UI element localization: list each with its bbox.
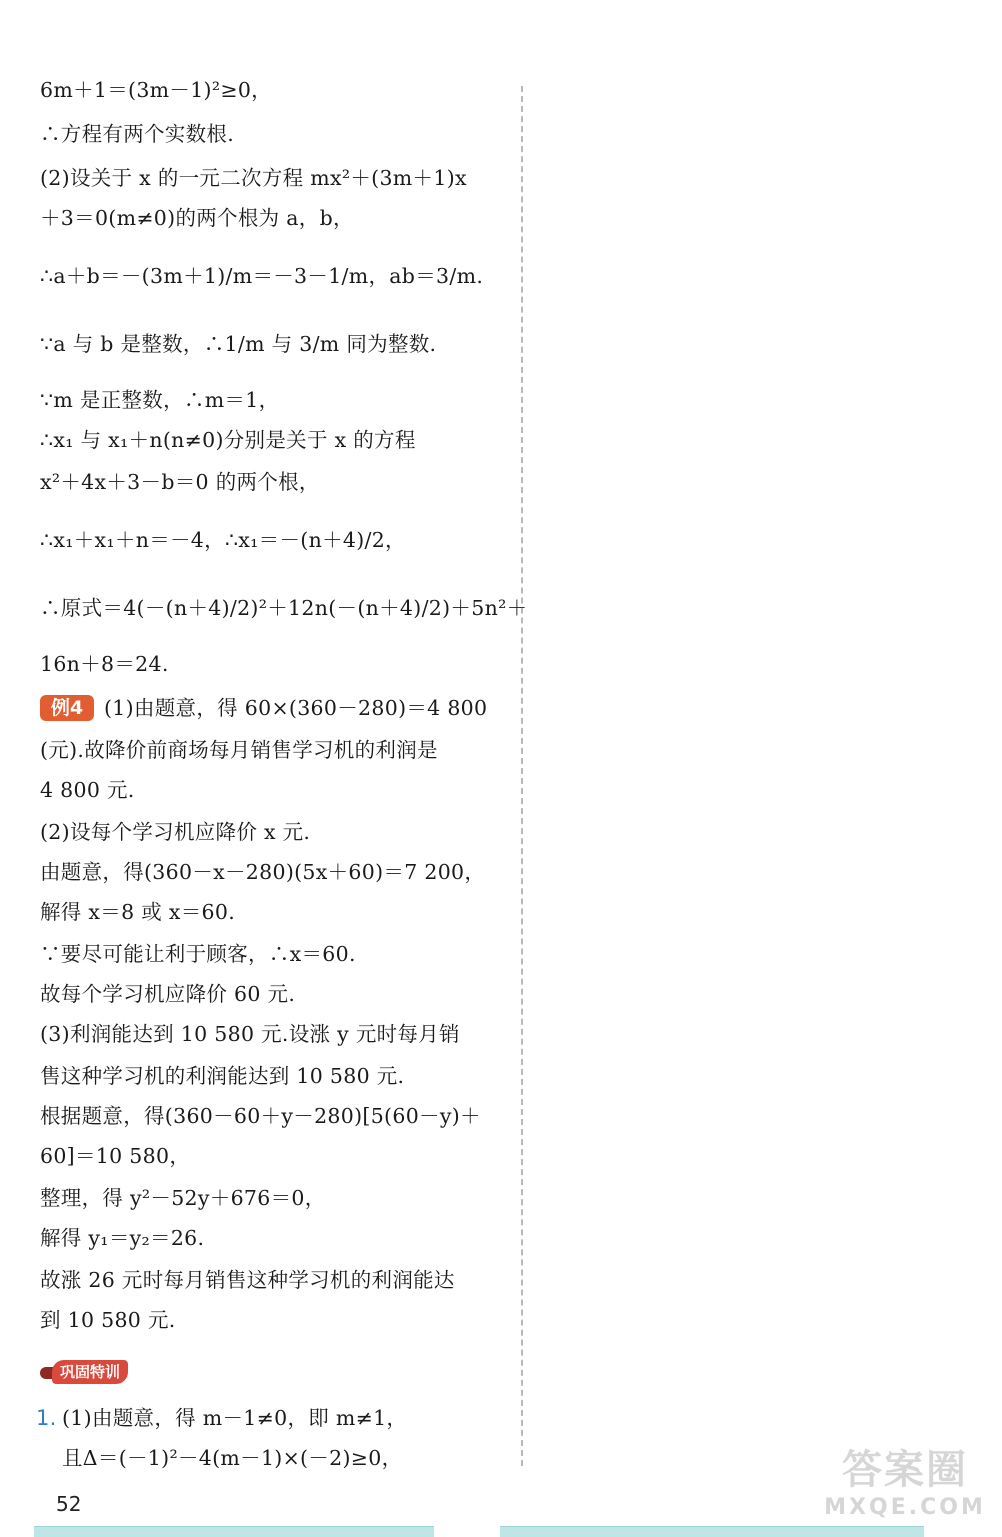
text-line: (2)设关于 x 的一元二次方程 mx²＋(3m＋1)x <box>40 166 467 190</box>
text-line: 60]＝10 580， <box>40 1144 191 1168</box>
watermark-logo-text: 答案圈 <box>842 1447 968 1493</box>
text-line: 根据题意，得(360－60＋y－280)[5(60－y)＋ <box>40 1104 481 1128</box>
text-line: 由题意，得(360－x－280)(5x＋60)＝7 200， <box>40 860 486 884</box>
text-line: 故涨 26 元时每月销售这种学习机的利润能达 <box>40 1268 455 1292</box>
text-line: 故每个学习机应降价 60 元. <box>40 982 296 1006</box>
text-line: 解得 y₁＝y₂＝26. <box>40 1226 205 1250</box>
text-line: 整理，得 y²－52y＋676＝0， <box>40 1186 326 1210</box>
text-line: 16n＋8＝24. <box>40 652 169 676</box>
text-line: 4 800 元. <box>40 778 135 802</box>
text-line: (1)由题意，得 m－1≠0，即 m≠1， <box>62 1406 408 1430</box>
example-badge: 例4 <box>40 695 94 721</box>
text-line: ∵a 与 b 是整数，∴1/m 与 3/m 同为整数. <box>40 332 437 356</box>
text-line: (2)设每个学习机应降价 x 元. <box>40 820 311 844</box>
text-line: 到 10 580 元. <box>40 1308 176 1332</box>
footer-bar-right <box>500 1526 924 1537</box>
footer-bar-left <box>34 1526 434 1537</box>
text-line: (3)利润能达到 10 580 元.设涨 y 元时每月销 <box>40 1022 460 1046</box>
text-line: ∴原式＝4(－(n＋4)/2)²＋12n(－(n＋4)/2)＋5n²＋ <box>40 596 528 620</box>
section-tag <box>40 1360 140 1386</box>
text-line: 解得 x＝8 或 x＝60. <box>40 900 236 924</box>
question-number: 1. <box>36 1406 57 1430</box>
column-divider <box>521 86 523 1466</box>
text-line: ∴a＋b＝－(3m＋1)/m＝－3－1/m，ab＝3/m. <box>40 264 484 288</box>
text-line: x²＋4x＋3－b＝0 的两个根， <box>40 470 320 494</box>
text-line: (1)由题意，得 60×(360－280)＝4 800 <box>104 696 488 720</box>
watermark-url: MXQE.COM <box>824 1495 986 1520</box>
text-line: ∴x₁ 与 x₁＋n(n≠0)分别是关于 x 的方程 <box>40 428 416 452</box>
text-line: ∵m 是正整数，∴m＝1， <box>40 388 280 412</box>
section-tag-label: 巩固特训 <box>52 1360 128 1384</box>
text-line: (元).故降价前商场每月销售学习机的利润是 <box>40 738 438 762</box>
text-line: ∵要尽可能让利于顾客，∴x＝60. <box>40 942 356 966</box>
text-line: 且Δ＝(－1)²－4(m－1)×(－2)≥0， <box>62 1446 403 1470</box>
text-line: 6m＋1＝(3m－1)²≥0， <box>40 78 272 102</box>
watermark <box>820 1438 990 1520</box>
text-line: ∴x₁＋x₁＋n＝－4，∴x₁＝－(n＋4)/2， <box>40 528 406 552</box>
text-line: 售这种学习机的利润能达到 10 580 元. <box>40 1064 405 1088</box>
text-line: ∴方程有两个实数根. <box>40 122 235 146</box>
text-line: ＋3＝0(m≠0)的两个根为 a，b， <box>40 206 354 230</box>
page-number: 52 <box>56 1492 82 1516</box>
